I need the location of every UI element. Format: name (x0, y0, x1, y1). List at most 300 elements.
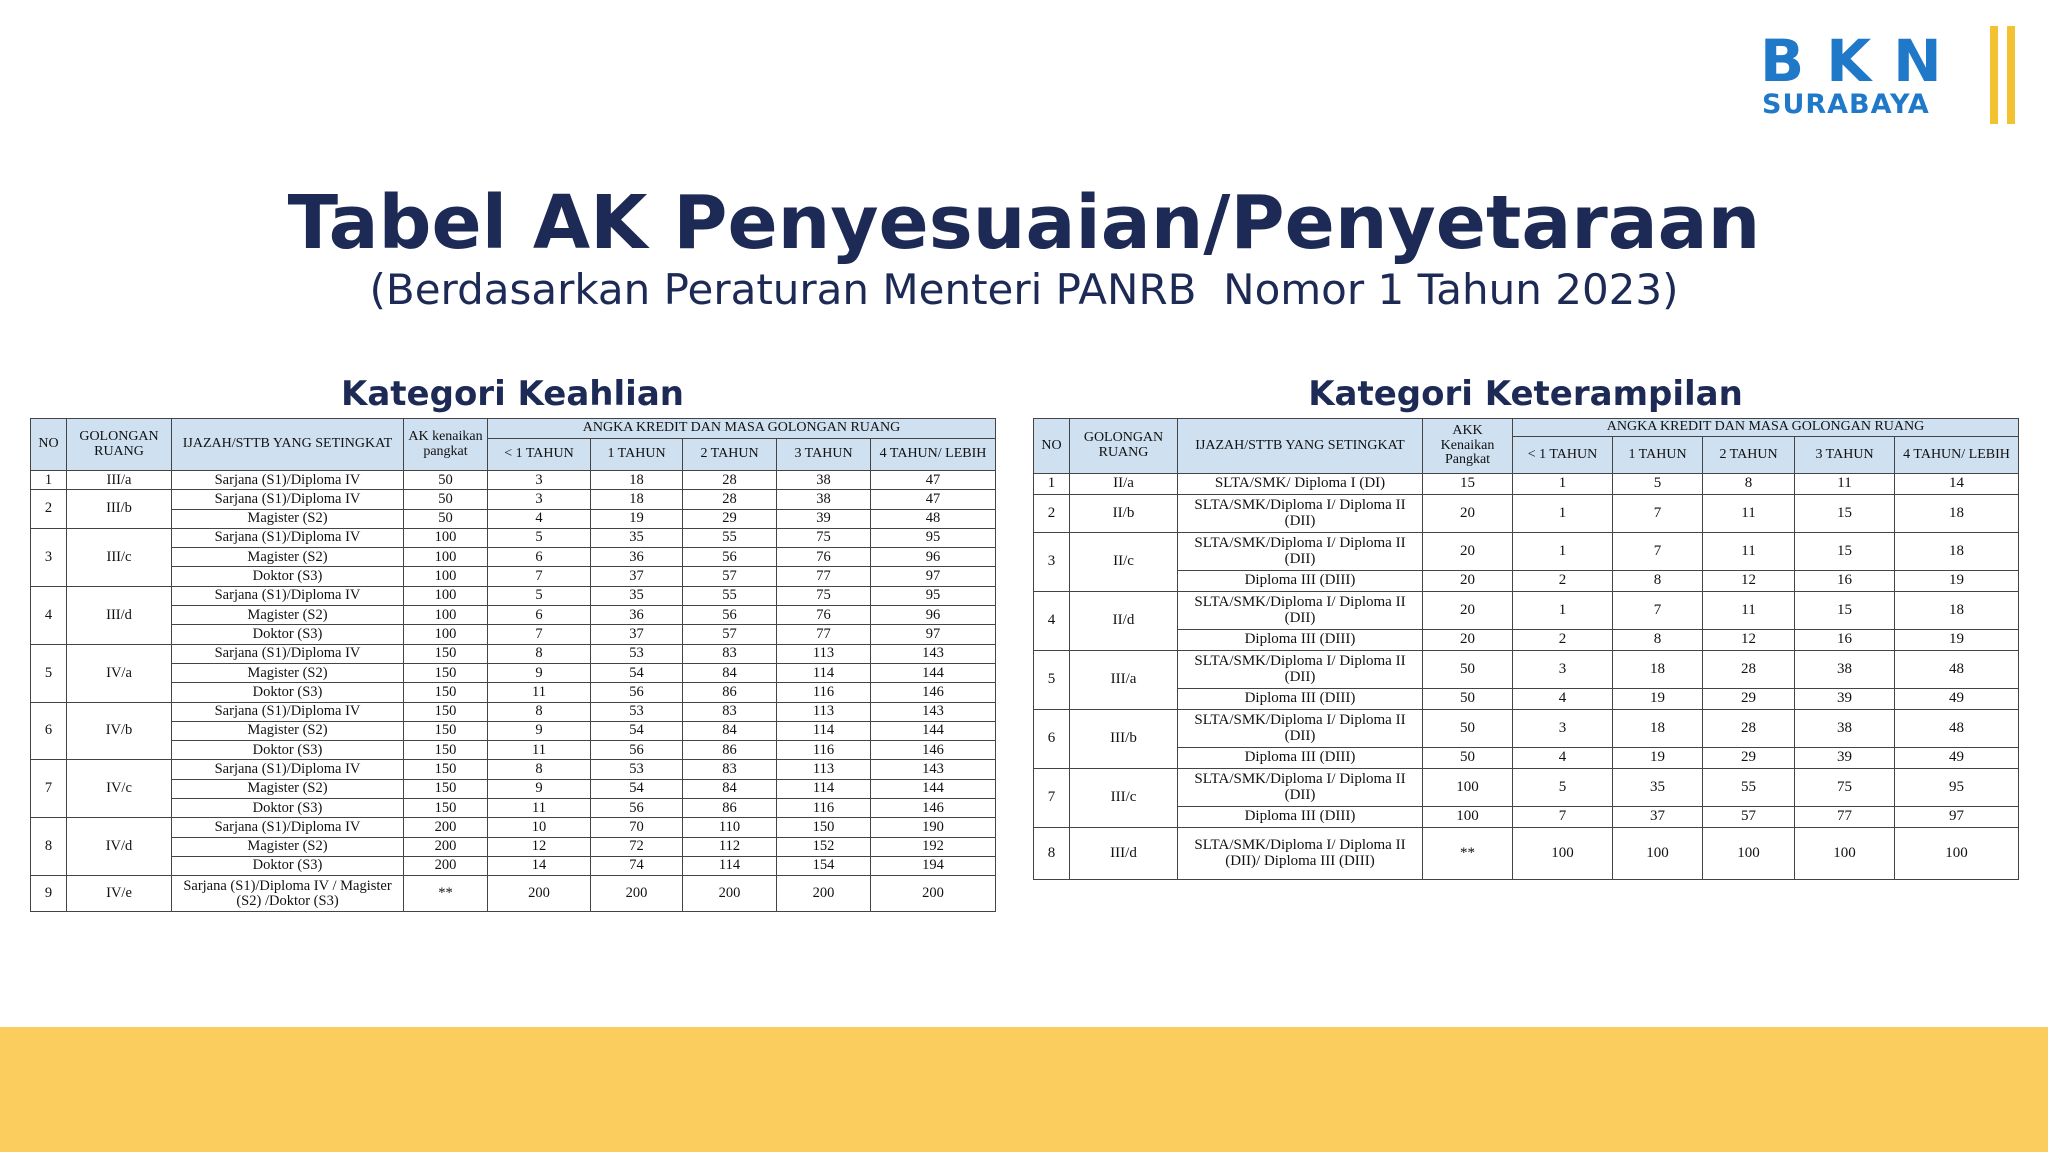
cell-value: 150 (777, 818, 871, 837)
cell-value: 114 (777, 721, 871, 740)
cell-ijazah: Diploma III (DIII) (1178, 807, 1423, 828)
cell-value: 56 (683, 548, 777, 567)
logo-city: SURABAYA (1762, 89, 1930, 120)
cell-value: 48 (871, 509, 996, 528)
cell-ak: 50 (404, 471, 488, 490)
cell-value: 200 (488, 876, 591, 912)
cell-no: 5 (31, 644, 67, 702)
cell-value: 7 (1513, 807, 1613, 828)
cell-value: 18 (1895, 592, 2019, 630)
cell-value: 144 (871, 779, 996, 798)
cell-ijazah: Diploma III (DIII) (1178, 748, 1423, 769)
cell-value: 190 (871, 818, 996, 837)
cell-ijazah: SLTA/SMK/Diploma I/ Diploma II (DII) (1178, 495, 1423, 533)
cell-ijazah: Sarjana (S1)/Diploma IV (172, 818, 404, 837)
cell-value: 146 (871, 741, 996, 760)
cell-value: 4 (488, 509, 591, 528)
cell-value: 86 (683, 683, 777, 702)
table-row (31, 818, 996, 837)
cell-ijazah: Doktor (S3) (172, 625, 404, 644)
cell-golongan: III/a (67, 471, 172, 490)
table-row (31, 528, 996, 547)
cell-ijazah: Diploma III (DIII) (1178, 689, 1423, 710)
cell-value: 16 (1795, 630, 1895, 651)
cell-value: 39 (1795, 689, 1895, 710)
cell-value: 49 (1895, 689, 2019, 710)
cell-ijazah: SLTA/SMK/Diploma I/ Diploma II (DII) (1178, 769, 1423, 807)
cell-no: 2 (1034, 495, 1070, 533)
cell-value: 18 (1613, 651, 1703, 689)
cell-value: 11 (488, 683, 591, 702)
table-row (1034, 748, 2019, 769)
cell-value: 54 (591, 721, 683, 740)
cell-golongan: III/d (1070, 828, 1178, 880)
header-period: 1 TAHUN (1613, 437, 1703, 474)
table-row (31, 509, 996, 528)
logo-bar-icon (1990, 26, 1998, 124)
cell-value: 152 (777, 837, 871, 856)
keterampilan-table (1033, 418, 2019, 880)
cell-ak: 20 (1423, 495, 1513, 533)
cell-value: 28 (1703, 651, 1795, 689)
cell-value: 3 (1513, 651, 1613, 689)
cell-golongan: II/b (1070, 495, 1178, 533)
cell-value: 15 (1795, 533, 1895, 571)
cell-ijazah: SLTA/SMK/Diploma I/ Diploma II (DII) (1178, 533, 1423, 571)
cell-value: 18 (591, 490, 683, 509)
cell-no: 2 (31, 490, 67, 529)
cell-value: 100 (1513, 828, 1613, 880)
cell-golongan: IV/d (67, 818, 172, 876)
cell-value: 112 (683, 837, 777, 856)
cell-value: 19 (591, 509, 683, 528)
cell-value: 18 (1895, 495, 2019, 533)
table-row (31, 856, 996, 875)
cell-value: 113 (777, 644, 871, 663)
cell-ak: 150 (404, 760, 488, 779)
table-row (1034, 533, 2019, 571)
cell-ak: 100 (1423, 769, 1513, 807)
cell-ijazah: Sarjana (S1)/Diploma IV (172, 702, 404, 721)
cell-ak: 100 (404, 567, 488, 586)
cell-value: 11 (488, 799, 591, 818)
cell-ijazah: Magister (S2) (172, 779, 404, 798)
cell-value: 19 (1895, 630, 2019, 651)
cell-value: 48 (1895, 710, 2019, 748)
header-period: 4 TAHUN/ LEBIH (871, 439, 996, 471)
cell-value: 200 (591, 876, 683, 912)
cell-value: 4 (1513, 748, 1613, 769)
cell-ak: 20 (1423, 571, 1513, 592)
header-group: ANGKA KREDIT DAN MASA GOLONGAN RUANG (488, 419, 996, 439)
header-period: < 1 TAHUN (488, 439, 591, 471)
cell-ak: 100 (404, 548, 488, 567)
cell-value: 5 (1513, 769, 1613, 807)
cell-value: 55 (683, 586, 777, 605)
cell-value: 1 (1513, 495, 1613, 533)
cell-value: 75 (777, 586, 871, 605)
cell-golongan: III/c (1070, 769, 1178, 828)
cell-value: 200 (777, 876, 871, 912)
cell-value: 7 (1613, 495, 1703, 533)
cell-value: 8 (488, 702, 591, 721)
cell-value: 114 (777, 663, 871, 682)
table-row (31, 779, 996, 798)
cell-ijazah: Magister (S2) (172, 548, 404, 567)
cell-value: 37 (591, 567, 683, 586)
cell-value: 97 (1895, 807, 2019, 828)
cell-value: 57 (683, 625, 777, 644)
cell-ak: 20 (1423, 533, 1513, 571)
cell-value: 53 (591, 644, 683, 663)
cell-ak: 100 (1423, 807, 1513, 828)
cell-value: 37 (1613, 807, 1703, 828)
cell-value: 55 (1703, 769, 1795, 807)
cell-no: 9 (31, 876, 67, 912)
cell-value: 19 (1613, 689, 1703, 710)
table-row (31, 721, 996, 740)
cell-value: 144 (871, 663, 996, 682)
cell-no: 7 (31, 760, 67, 818)
cell-value: 4 (1513, 689, 1613, 710)
cell-value: 84 (683, 663, 777, 682)
cell-value: 77 (777, 625, 871, 644)
cell-value: 10 (488, 818, 591, 837)
cell-no: 3 (31, 528, 67, 586)
cell-value: 1 (1513, 474, 1613, 495)
table-row (1034, 769, 2019, 807)
cell-ijazah: Magister (S2) (172, 837, 404, 856)
cell-value: 84 (683, 721, 777, 740)
cell-value: 70 (591, 818, 683, 837)
cell-value: 6 (488, 606, 591, 625)
cell-no: 1 (31, 471, 67, 490)
cell-ijazah: Diploma III (DIII) (1178, 630, 1423, 651)
header-period: 1 TAHUN (591, 439, 683, 471)
cell-ijazah: Sarjana (S1)/Diploma IV (172, 471, 404, 490)
cell-ijazah: SLTA/SMK/Diploma I/ Diploma II (DII) (1178, 710, 1423, 748)
cell-value: 97 (871, 625, 996, 644)
cell-value: 12 (488, 837, 591, 856)
cell-ijazah: Doktor (S3) (172, 567, 404, 586)
cell-value: 11 (488, 741, 591, 760)
cell-ijazah: SLTA/SMK/Diploma I/ Diploma II (DII) (1178, 651, 1423, 689)
cell-value: 35 (591, 528, 683, 547)
cell-value: 2 (1513, 571, 1613, 592)
cell-value: 57 (683, 567, 777, 586)
cell-ijazah: Sarjana (S1)/Diploma IV (172, 586, 404, 605)
table-row (31, 663, 996, 682)
cell-value: 8 (1613, 630, 1703, 651)
cell-golongan: III/b (67, 490, 172, 529)
cell-value: 56 (591, 799, 683, 818)
cell-value: 35 (591, 586, 683, 605)
cell-value: 54 (591, 663, 683, 682)
cell-ak: 20 (1423, 592, 1513, 630)
cell-golongan: III/a (1070, 651, 1178, 710)
header-no: NO (1034, 419, 1070, 474)
cell-ijazah: Doktor (S3) (172, 683, 404, 702)
cell-value: 14 (1895, 474, 2019, 495)
cell-value: 116 (777, 683, 871, 702)
table-row (31, 799, 996, 818)
header-period: 2 TAHUN (1703, 437, 1795, 474)
table-row (31, 683, 996, 702)
cell-value: 19 (1613, 748, 1703, 769)
cell-value: 110 (683, 818, 777, 837)
cell-value: 55 (683, 528, 777, 547)
cell-golongan: IV/b (67, 702, 172, 760)
cell-golongan: IV/e (67, 876, 172, 912)
cell-value: 146 (871, 683, 996, 702)
cell-golongan: IV/a (67, 644, 172, 702)
cell-golongan: II/c (1070, 533, 1178, 592)
bkn-surabaya-logo (1760, 26, 2020, 126)
cell-value: 16 (1795, 571, 1895, 592)
cell-value: 143 (871, 760, 996, 779)
cell-golongan: IV/c (67, 760, 172, 818)
cell-value: 194 (871, 856, 996, 875)
cell-value: 38 (1795, 651, 1895, 689)
cell-value: 36 (591, 606, 683, 625)
cell-value: 84 (683, 779, 777, 798)
page-subtitle: (Berdasarkan Peraturan Menteri PANRB Nomor 1 Tahun 2023) (369, 265, 1679, 314)
header-golongan: GOLONGAN RUANG (67, 419, 172, 471)
cell-value: 100 (1703, 828, 1795, 880)
table-row (1034, 630, 2019, 651)
cell-ak: 150 (404, 644, 488, 663)
cell-ijazah: Magister (S2) (172, 663, 404, 682)
cell-value: 86 (683, 799, 777, 818)
table-row (31, 644, 996, 663)
cell-value: 15 (1795, 495, 1895, 533)
cell-ijazah: Doktor (S3) (172, 799, 404, 818)
cell-no: 8 (1034, 828, 1070, 880)
table-row (1034, 571, 2019, 592)
cell-value: 75 (1795, 769, 1895, 807)
cell-value: 38 (777, 490, 871, 509)
cell-ak: 150 (404, 683, 488, 702)
table-row (1034, 651, 2019, 689)
cell-ijazah: SLTA/SMK/Diploma I/ Diploma II (DII) (1178, 592, 1423, 630)
table-row (31, 606, 996, 625)
cell-ak: 150 (404, 779, 488, 798)
cell-value: 114 (683, 856, 777, 875)
header-period: 3 TAHUN (777, 439, 871, 471)
cell-value: 28 (1703, 710, 1795, 748)
cell-value: 75 (777, 528, 871, 547)
cell-value: 86 (683, 741, 777, 760)
cell-value: 1 (1513, 533, 1613, 571)
cell-value: 38 (1795, 710, 1895, 748)
cell-ijazah: Magister (S2) (172, 509, 404, 528)
cell-value: 29 (1703, 748, 1795, 769)
logo-bar-icon (2007, 26, 2015, 124)
cell-value: 12 (1703, 630, 1795, 651)
cell-ak: 150 (404, 799, 488, 818)
cell-value: 11 (1703, 592, 1795, 630)
cell-no: 7 (1034, 769, 1070, 828)
header-period: < 1 TAHUN (1513, 437, 1613, 474)
cell-ak: 200 (404, 856, 488, 875)
cell-value: 100 (1895, 828, 2019, 880)
table-row (31, 837, 996, 856)
cell-value: 95 (1895, 769, 2019, 807)
cell-value: 5 (488, 586, 591, 605)
header-no: NO (31, 419, 67, 471)
cell-ak: 50 (1423, 651, 1513, 689)
cell-ak: 100 (404, 625, 488, 644)
cell-value: 5 (1613, 474, 1703, 495)
header-period: 4 TAHUN/ LEBIH (1895, 437, 2019, 474)
cell-ak: 100 (404, 528, 488, 547)
cell-value: 6 (488, 548, 591, 567)
cell-value: 9 (488, 721, 591, 740)
table-row (31, 760, 996, 779)
cell-value: 8 (1613, 571, 1703, 592)
cell-value: 37 (591, 625, 683, 644)
header-period: 2 TAHUN (683, 439, 777, 471)
cell-value: 8 (488, 644, 591, 663)
cell-ijazah: SLTA/SMK/Diploma I/ Diploma II (DII)/ Diploma III (DIII) (1178, 828, 1423, 880)
table-row (1034, 495, 2019, 533)
keahlian-table (30, 418, 996, 912)
cell-value: 114 (777, 779, 871, 798)
cell-value: 18 (1895, 533, 2019, 571)
cell-no: 4 (31, 586, 67, 644)
cell-ak: 50 (1423, 710, 1513, 748)
cell-value: 28 (683, 490, 777, 509)
cell-value: 83 (683, 760, 777, 779)
cell-value: 95 (871, 528, 996, 547)
cell-ijazah: Sarjana (S1)/Diploma IV (172, 644, 404, 663)
header-group: ANGKA KREDIT DAN MASA GOLONGAN RUANG (1513, 419, 2019, 437)
cell-ak: 50 (404, 490, 488, 509)
table-row (1034, 474, 2019, 495)
cell-no: 4 (1034, 592, 1070, 651)
cell-value: 116 (777, 741, 871, 760)
table-row (1034, 807, 2019, 828)
cell-ak: 50 (404, 509, 488, 528)
cell-value: 200 (683, 876, 777, 912)
cell-ak: 100 (404, 606, 488, 625)
cell-value: 74 (591, 856, 683, 875)
footer-band (0, 1027, 2048, 1152)
header-golongan: GOLONGAN RUANG (1070, 419, 1178, 474)
cell-value: 7 (1613, 592, 1703, 630)
cell-ijazah: Sarjana (S1)/Diploma IV / Magister (S2) /Doktor (S3) (172, 876, 404, 912)
table-row (31, 548, 996, 567)
table-row (31, 625, 996, 644)
cell-value: 8 (488, 760, 591, 779)
cell-value: 28 (683, 471, 777, 490)
cell-value: 56 (591, 741, 683, 760)
cell-ak: ** (1423, 828, 1513, 880)
table-row (31, 876, 996, 912)
cell-golongan: III/b (1070, 710, 1178, 769)
cell-ak: 50 (1423, 689, 1513, 710)
cell-value: 36 (591, 548, 683, 567)
cell-value: 96 (871, 606, 996, 625)
cell-ijazah: Sarjana (S1)/Diploma IV (172, 490, 404, 509)
cell-ak: 15 (1423, 474, 1513, 495)
cell-value: 113 (777, 760, 871, 779)
table-row (1034, 710, 2019, 748)
page-title: Tabel AK Penyesuaian/Penyetaraan (287, 180, 1761, 266)
cell-value: 56 (683, 606, 777, 625)
cell-value: 200 (871, 876, 996, 912)
cell-value: 48 (1895, 651, 2019, 689)
cell-no: 6 (31, 702, 67, 760)
table-row (31, 702, 996, 721)
cell-value: 14 (488, 856, 591, 875)
cell-ijazah: Diploma III (DIII) (1178, 571, 1423, 592)
cell-value: 9 (488, 779, 591, 798)
cell-value: 39 (1795, 748, 1895, 769)
cell-value: 9 (488, 663, 591, 682)
cell-golongan: III/d (67, 586, 172, 644)
cell-no: 5 (1034, 651, 1070, 710)
cell-value: 76 (777, 606, 871, 625)
cell-value: 100 (1613, 828, 1703, 880)
cell-value: 192 (871, 837, 996, 856)
cell-value: 113 (777, 702, 871, 721)
cell-value: 76 (777, 548, 871, 567)
cell-value: 146 (871, 799, 996, 818)
table-row (31, 741, 996, 760)
cell-value: 11 (1795, 474, 1895, 495)
cell-value: 39 (777, 509, 871, 528)
cell-ak: 20 (1423, 630, 1513, 651)
header-ijazah: IJAZAH/STTB YANG SETINGKAT (172, 419, 404, 471)
cell-value: 12 (1703, 571, 1795, 592)
header-ak: AKK Kenaikan Pangkat (1423, 419, 1513, 474)
keahlian-heading: Kategori Keahlian (341, 374, 684, 414)
cell-value: 3 (488, 490, 591, 509)
cell-value: 53 (591, 760, 683, 779)
keterampilan-heading: Kategori Keterampilan (1308, 374, 1743, 414)
cell-value: 72 (591, 837, 683, 856)
cell-ak: 50 (1423, 748, 1513, 769)
cell-value: 29 (1703, 689, 1795, 710)
cell-value: 7 (488, 625, 591, 644)
table-row (1034, 828, 2019, 880)
cell-value: 77 (1795, 807, 1895, 828)
table-row (31, 490, 996, 509)
cell-ak: 150 (404, 721, 488, 740)
cell-golongan: III/c (67, 528, 172, 586)
cell-golongan: II/d (1070, 592, 1178, 651)
header-ijazah: IJAZAH/STTB YANG SETINGKAT (1178, 419, 1423, 474)
cell-value: 54 (591, 779, 683, 798)
cell-ak: 200 (404, 818, 488, 837)
cell-value: 2 (1513, 630, 1613, 651)
table-row (1034, 592, 2019, 630)
cell-value: 154 (777, 856, 871, 875)
cell-value: 11 (1703, 495, 1795, 533)
cell-value: 100 (1795, 828, 1895, 880)
cell-ijazah: Magister (S2) (172, 606, 404, 625)
cell-value: 3 (488, 471, 591, 490)
cell-value: 8 (1703, 474, 1795, 495)
cell-value: 97 (871, 567, 996, 586)
cell-ak: 150 (404, 702, 488, 721)
table-row (31, 567, 996, 586)
cell-value: 77 (777, 567, 871, 586)
table-row (31, 471, 996, 490)
cell-value: 95 (871, 586, 996, 605)
cell-value: 35 (1613, 769, 1703, 807)
